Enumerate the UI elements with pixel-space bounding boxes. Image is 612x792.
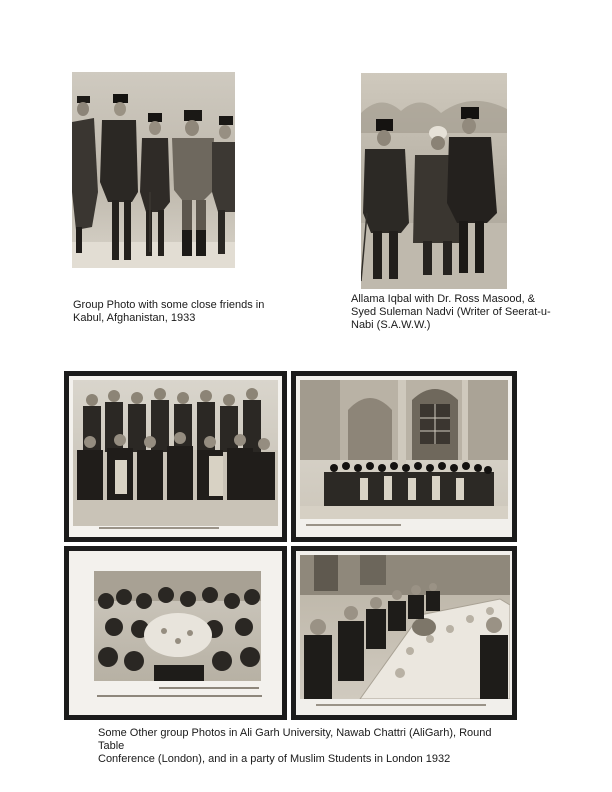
- london-party-inscription: [316, 704, 486, 706]
- aligarh-figures: [73, 380, 278, 526]
- round-table-photo-mat: [69, 551, 282, 715]
- aligarh-photo-mat: [69, 376, 282, 537]
- nawab-chattri-group-frame: [291, 371, 517, 542]
- london-party-photo-mat: [296, 551, 512, 715]
- aligarh-photo-inscription: [99, 527, 219, 529]
- round-table-urdu-inscription-1: [159, 687, 259, 689]
- round-table-urdu-inscription-2: [97, 695, 262, 697]
- aligarh-university-group-frame: [64, 371, 287, 542]
- kabul-photo-caption: Group Photo with some close friends in Kabul, Afghanistan, 1933: [73, 299, 265, 324]
- iqbal-photo-figures: [361, 73, 507, 289]
- nawab-chattri-scene: [300, 380, 508, 519]
- group-photos-caption: Some Other group Photos in Ali Garh University, Nawab Chattri (AliGarh), Round Table Conference (London), and in a party of Muslim Students in London 1932: [98, 727, 492, 765]
- aligarh-university-group-photo: [73, 380, 278, 526]
- london-party-scene: [300, 555, 510, 699]
- iqbal-masood-nadvi-photo: [361, 73, 507, 289]
- london-students-party-photo: [300, 555, 510, 699]
- round-table-conference-frame: [64, 546, 287, 720]
- london-students-party-frame: [291, 546, 517, 720]
- iqbal-photo-caption: Allama Iqbal with Dr. Ross Masood, & Syed Suleman Nadvi (Writer of Seerat-u- Nabi (S.A.W.W.): [351, 293, 551, 331]
- nawab-chattri-group-photo: [300, 380, 508, 519]
- nawab-chattri-photo-mat: [296, 376, 512, 537]
- kabul-group-photo: [72, 72, 235, 268]
- kabul-group-photo-figures: [72, 72, 235, 268]
- round-table-scene: [94, 571, 261, 681]
- nawab-chattri-photo-inscription: [306, 524, 401, 526]
- round-table-conference-photo: [94, 571, 261, 681]
